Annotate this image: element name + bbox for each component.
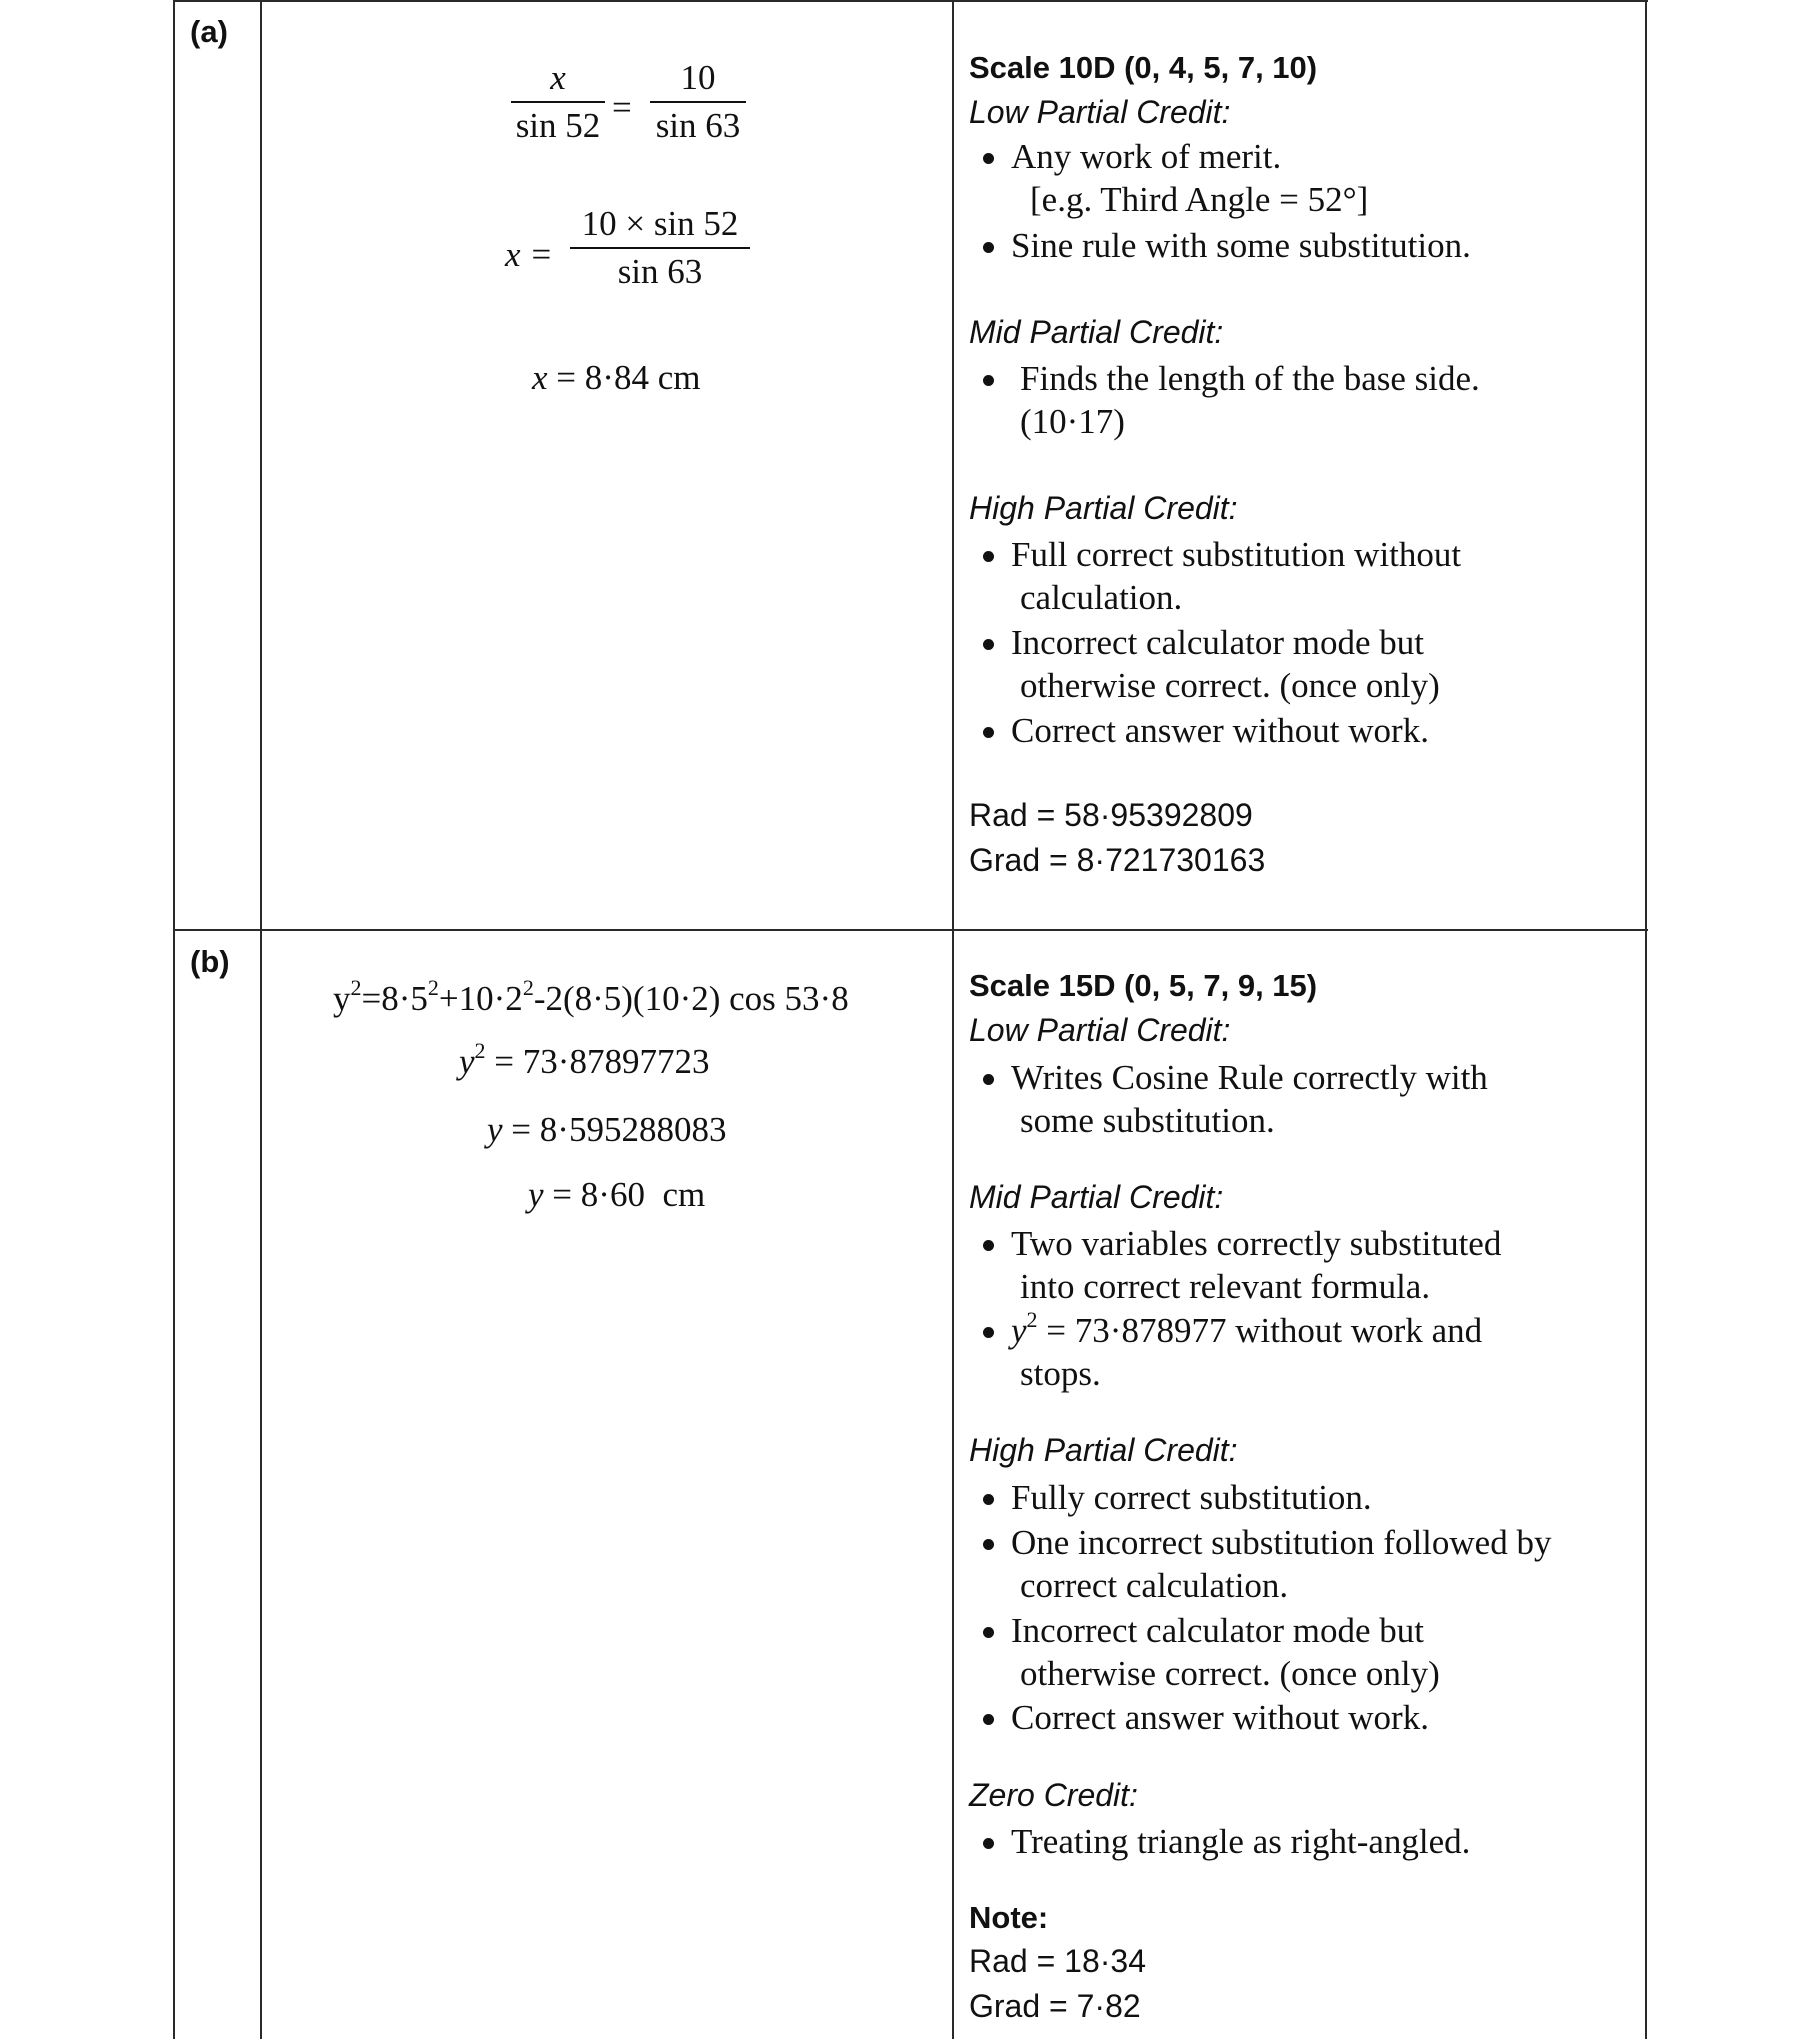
zero-credit-heading: Zero Credit: (969, 1777, 1138, 1813)
fraction-10-over-sin63: 10 sin 63 (650, 58, 746, 146)
high-credit-heading: High Partial Credit: (969, 1432, 1238, 1468)
table-right-border (1645, 0, 1647, 2039)
cosine-rule-substitution: $y^2=8\cdot 5^2+10\cdot 2^2-2(8\cdot 5)(10\cdot 2)$ cos 53·8 (333, 975, 849, 1018)
y-squared-value: $y^2 = 73\cdot 87897723$ (459, 1038, 710, 1081)
answer-x: x = 8·84 cm (532, 358, 701, 397)
fraction-x-over-sin52: x sin 52 (511, 58, 605, 146)
note-heading: Note: (969, 1900, 1049, 1935)
low-credit-heading: Low Partial Credit: (969, 1012, 1231, 1048)
table-top-border (174, 0, 1648, 2)
answer-y: y = 8·60 cm (528, 1175, 706, 1214)
y-value: y = 8·595288083 (487, 1110, 727, 1149)
low-credit-heading: Low Partial Credit: (969, 94, 1231, 130)
bullet-icon (983, 375, 994, 386)
scale-heading: Scale 10D (0, 4, 5, 7, 10) (969, 50, 1318, 85)
bullet-icon (983, 1714, 994, 1725)
bullet-icon (983, 1838, 994, 1849)
x-equals: x = (505, 235, 553, 274)
bullet-icon (983, 727, 994, 738)
high-credit-heading: High Partial Credit: (969, 490, 1238, 526)
bullet-icon (983, 639, 994, 650)
rad-value: Rad = 58·95392809 (969, 797, 1253, 833)
rad-value: Rad = 18·34 (969, 1943, 1147, 1979)
bullet-icon (983, 551, 994, 562)
mid-credit-heading: Mid Partial Credit: (969, 314, 1224, 350)
bullet-icon (983, 242, 994, 253)
grad-value: Grad = 7·82 (969, 1988, 1141, 2024)
bullet-icon (983, 1494, 994, 1505)
bullet-icon (983, 1074, 994, 1085)
part-label: (a) (190, 14, 228, 49)
column-divider-label (260, 0, 262, 2039)
part-label: (b) (190, 944, 230, 979)
bullet-icon (983, 1539, 994, 1550)
column-divider-scheme (952, 0, 954, 2039)
grad-value: Grad = 8·721730163 (969, 842, 1266, 878)
equals-sign: = (612, 88, 632, 127)
bullet-icon (983, 153, 994, 164)
fraction-10sin52-over-sin63: 10 × sin 52 sin 63 (570, 204, 750, 292)
bullet-icon (983, 1240, 994, 1251)
bullet-icon (983, 1627, 994, 1638)
bullet-icon (983, 1327, 994, 1338)
mid-credit-heading: Mid Partial Credit: (969, 1179, 1224, 1215)
row-divider (174, 929, 1648, 931)
scale-heading: Scale 15D (0, 5, 7, 9, 15) (969, 968, 1318, 1003)
table-left-border (173, 0, 175, 2039)
